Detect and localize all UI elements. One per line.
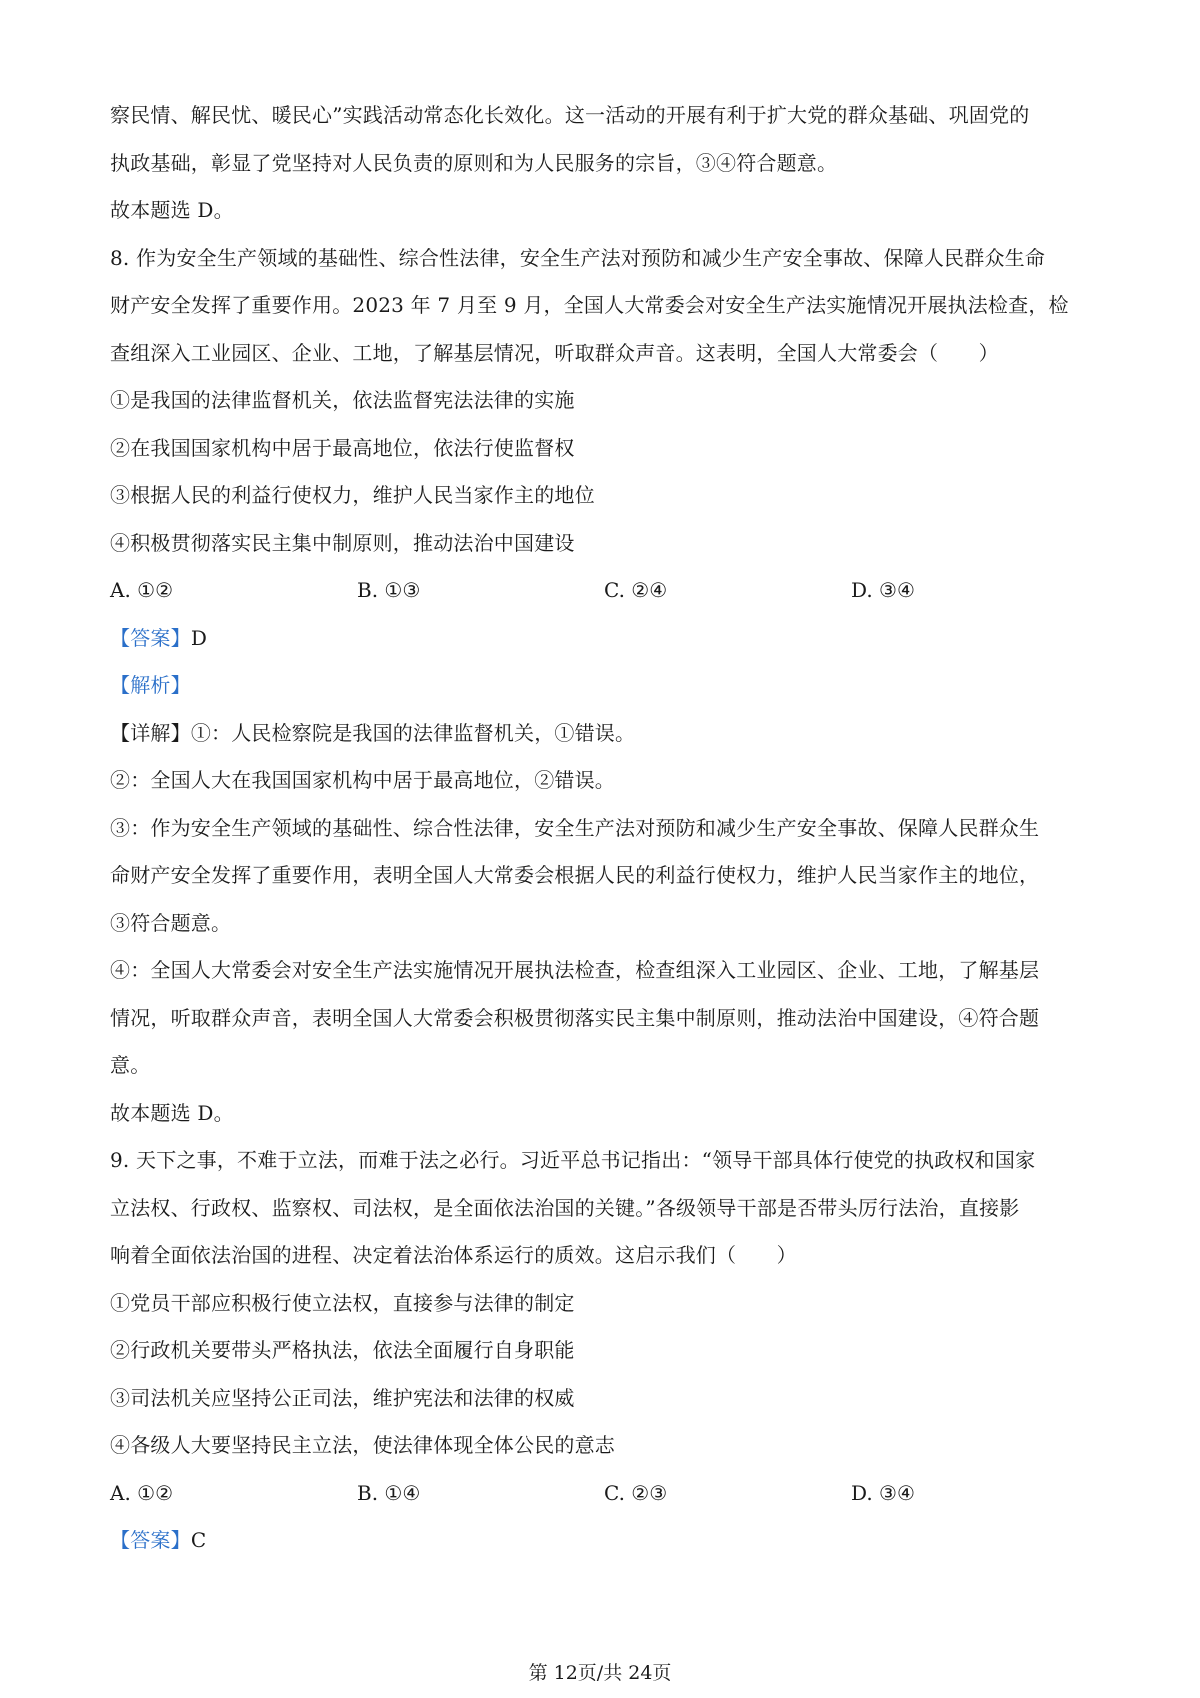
prev-conclusion: 故本题选 D。 — [110, 198, 234, 222]
q8-stem: 查组深入工业园区、企业、工地，了解基层情况，听取群众声音。这表明，全国人大常委会（ ） — [110, 340, 999, 365]
q8-item-3: ③根据人民的利益行使权力，维护人民当家作主的地位 — [110, 483, 595, 507]
document-page — [110, 92, 1100, 1565]
q8-detail-2: ②：全国人大在我国国家机构中居于最高地位，②错误。 — [110, 768, 615, 792]
prev-analysis-line: 察民情、解民忧、暖民心”实践活动常态化长效化。这一活动的开展有利于扩大党的群众基础、巩固党的 — [110, 103, 1030, 127]
q9-option-b: B. ①④ — [357, 1480, 421, 1505]
q9-option-d: D. ③④ — [851, 1480, 915, 1505]
q8-option-b: B. ①③ — [357, 578, 421, 602]
q9-item-4: ④各级人大要坚持民主立法，使法律体现全体公民的意志 — [110, 1433, 615, 1457]
q8-detail-4: 意。 — [110, 1053, 151, 1077]
answer-value: C — [190, 1528, 207, 1552]
q8-detail-4: ④：全国人大常委会对安全生产法实施情况开展执法检查，检查组深入工业园区、企业、工地，了解基层 — [110, 958, 1040, 982]
q9-option-c: C. ②③ — [604, 1480, 668, 1505]
q8-answer — [110, 615, 1100, 663]
q8-item-2: ②在我国国家机构中居于最高地位，依法行使监督权 — [110, 435, 575, 460]
q8-detail-4: 情况，听取群众声音，表明全国人大常委会积极贯彻落实民主集中制原则，推动法治中国建设，④符合题 — [110, 1005, 1040, 1030]
q9-item-1: ①党员干部应积极行使立法权，直接参与法律的制定 — [110, 1290, 575, 1315]
q9-item-3: ③司法机关应坚持公正司法，维护宪法和法律的权威 — [110, 1385, 575, 1410]
page-number: 第 12页/共 24页 — [528, 1662, 672, 1684]
q9-stem: 9. 天下之事，不难于立法，而难于法之必行。习近平总书记指出：“领导干部具体行使党的执政权和国家 — [110, 1148, 1036, 1172]
q8-detail-3: 命财产安全发挥了重要作用，表明全国人大常委会根据人民的利益行使权力，维护人民当家作主的地位， — [110, 863, 1040, 887]
q8-analysis-heading — [110, 662, 1100, 710]
prev-analysis-line: 执政基础，彰显了党坚持对人民负责的原则和为人民服务的宗旨，③④符合题意。 — [110, 150, 838, 175]
q8-detail-3: ③符合题意。 — [110, 910, 232, 935]
q8-option-d: D. ③④ — [851, 578, 915, 602]
q9-stem: 立法权、行政权、监察权、司法权，是全面依法治国的关键。”各级领导干部是否带头厉行法治，直接影 — [110, 1195, 1020, 1220]
detail-text: ①：人民检察院是我国的法律监督机关，①错误。 — [190, 720, 636, 745]
q9-options — [110, 1470, 1100, 1518]
q8-option-a: A. ①② — [110, 578, 174, 602]
q9-stem: 响着全面依法治国的进程、决定着法治体系运行的质效。这启示我们（ ） — [110, 1243, 797, 1267]
q8-detail-3: ③：作为安全生产领域的基础性、综合性法律，安全生产法对预防和减少生产安全事故、保障人民群众生 — [110, 815, 1040, 840]
q9-item-2: ②行政机关要带头严格执法，依法全面履行自身职能 — [110, 1338, 575, 1362]
answer-value: D — [190, 625, 208, 650]
q9-answer — [110, 1517, 1100, 1565]
q8-item-4: ④积极贯彻落实民主集中制原则，推动法治中国建设 — [110, 530, 575, 555]
analysis-tag: 【解析】 — [110, 673, 191, 697]
q8-stem: 财产安全发挥了重要作用。2023 年 7 月至 9 月，全国人大常委会对安全生产法实施情况开展执法检查，检 — [110, 293, 1069, 317]
q8-conclusion: 故本题选 D。 — [110, 1100, 234, 1125]
q8-stem: 8. 作为安全生产领域的基础性、综合性法律，安全生产法对预防和减少生产安全事故、保障人民群众生命 — [110, 245, 1046, 270]
answer-tag: 【答案】 — [110, 1528, 191, 1552]
answer-tag: 【答案】 — [110, 625, 191, 650]
detail-tag: 【详解】 — [110, 720, 191, 745]
q9-option-a: A. ①② — [110, 1480, 174, 1505]
q8-item-1: ①是我国的法律监督机关，依法监督宪法法律的实施 — [110, 388, 575, 412]
q8-option-c: C. ②④ — [604, 578, 668, 602]
q8-options — [110, 567, 1100, 615]
q8-detail-1 — [110, 710, 1100, 758]
